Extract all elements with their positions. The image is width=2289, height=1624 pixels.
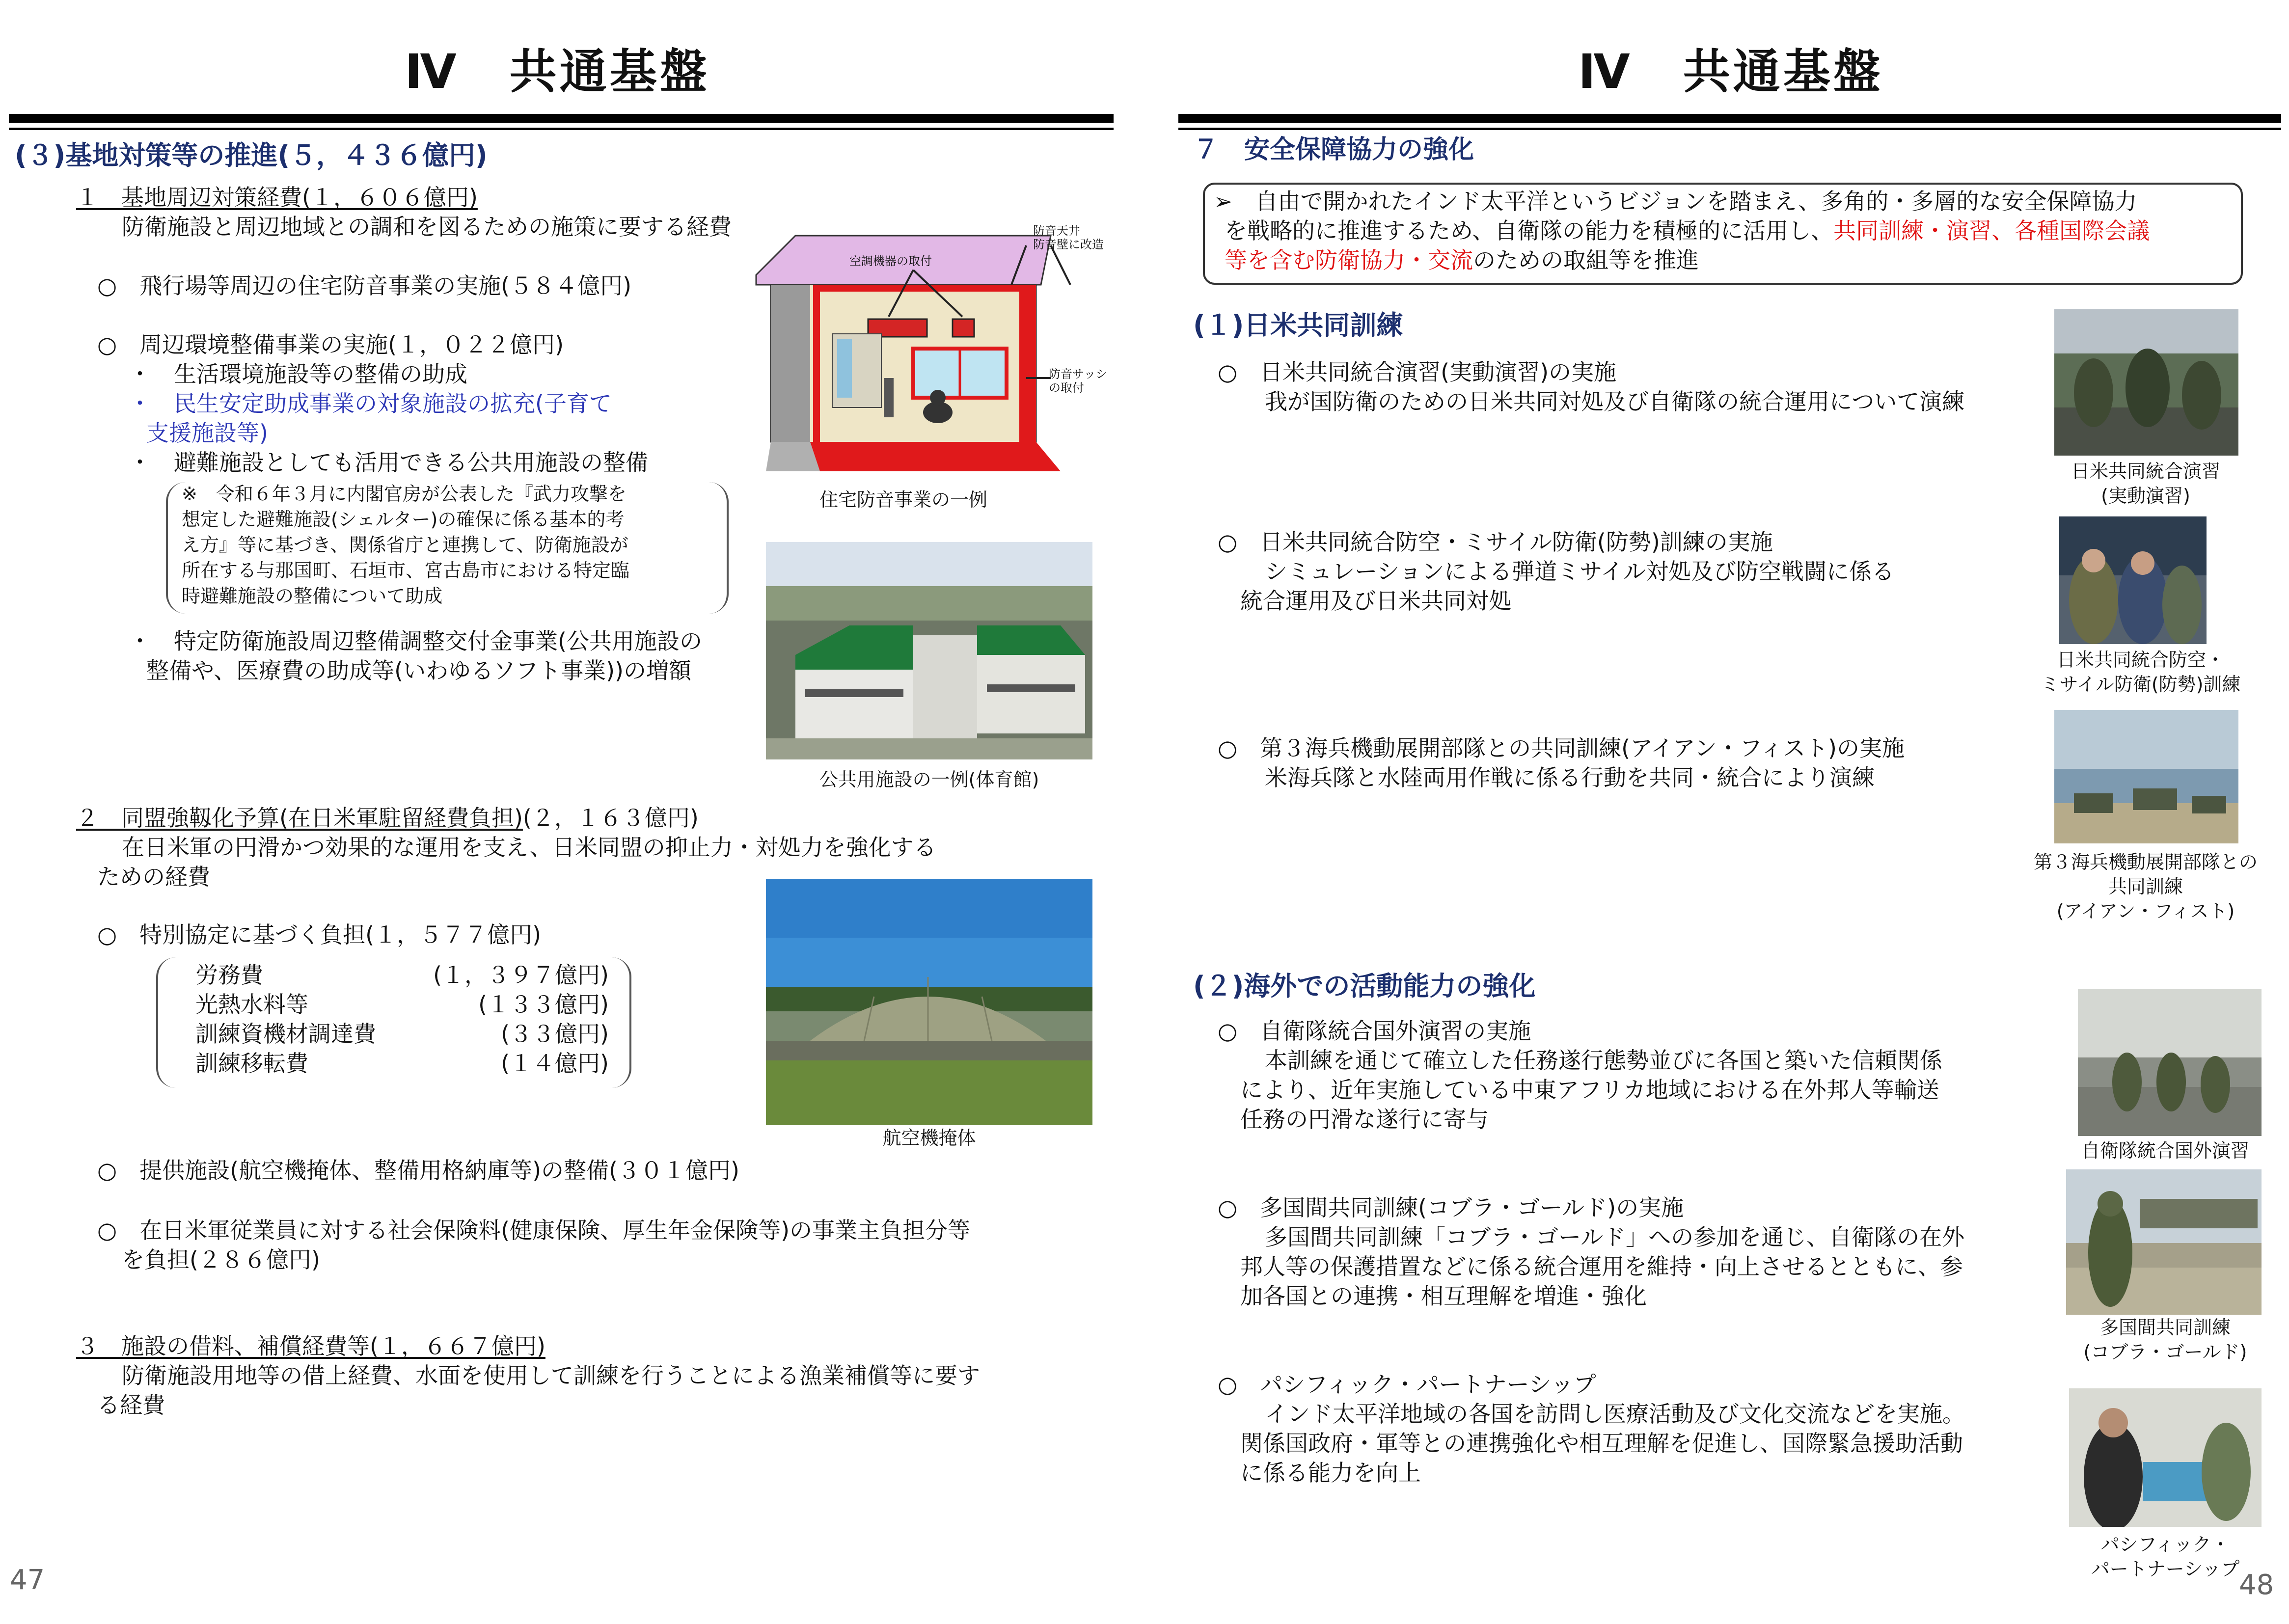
item2-bullet-facilities: ○ 提供施設(航空機掩体、整備用格納庫等)の整備(３０１億円)	[97, 1157, 739, 1184]
e3-title: ○ 第３海兵機動展開部隊との共同訓練(アイアン・フィスト)の実施	[1218, 735, 1905, 761]
box-line-3	[1225, 245, 1699, 275]
e6-title: ○ パシフィック・パートナーシップ	[1218, 1371, 1596, 1398]
right-title-rule	[1178, 114, 2281, 123]
item3-desc-1: 防衛施設用地等の借上経費、水面を使用して訓練を行うことによる漁業補償等に要す	[122, 1362, 980, 1389]
cost-name-utilities: 光熱水料等	[195, 991, 308, 1018]
gymnasium-caption: 公共用施設の一例(体育館)	[819, 769, 1039, 790]
e3-caption-1: 第３海兵機動展開部隊との	[2033, 851, 2258, 873]
item1-sub-expansion: ・ 民生安定助成事業の対象施設の拡充(子育て	[129, 390, 612, 417]
e2-caption-1: 日米共同統合防空・	[2056, 649, 2225, 671]
item2-bullet-insurance-a: ○ 在日米軍従業員に対する社会保険料(健康保険、厚生年金保険等)の事業主負担分等	[97, 1217, 971, 1244]
item2-desc-2: ための経費	[97, 864, 210, 890]
e2-desc-1: シミュレーションによる弾道ミサイル対処及び防空戦闘に係る	[1265, 558, 1895, 585]
left-section-heading: (３)基地対策等の推進(５，４３６億円)	[15, 140, 488, 171]
e3-desc: 米海兵隊と水陸両用作戦に係る行動を共同・統合により演練	[1265, 764, 1875, 791]
right-page-number: 48	[2239, 1569, 2274, 1601]
e1-title: ○ 日米共同統合演習(実動演習)の実施	[1218, 359, 1617, 385]
item3-heading: ３ 施設の借料、補償経費等(１，６６７億円)	[76, 1333, 545, 1359]
right-section-heading: ７ 安全保障協力の強化	[1193, 135, 1474, 164]
item2-bullet-special: ○ 特別協定に基づく負担(１，５７７億円)	[97, 921, 542, 948]
cost-name-relocation: 訓練移転費	[195, 1050, 308, 1077]
item1-bullet-environment: ○ 周辺環境整備事業の実施(１，０２２億円)	[97, 331, 564, 358]
item1-bullet-housing: ○ 飛行場等周辺の住宅防音事業の実施(５８４億円)	[97, 272, 632, 299]
right-page-title: Ⅳ 共通基盤	[1578, 44, 1883, 99]
box-line-2	[1225, 216, 2150, 245]
box-line-3-black: のための取組等を推進	[1473, 247, 1699, 273]
label-sash-2: の取付	[1049, 381, 1084, 395]
item1-sub-grant-b: 整備や、医療費の助成等(いわゆるソフト事業))の増額	[146, 657, 691, 684]
e5-title: ○ 多国間共同訓練(コブラ・ゴールド)の実施	[1218, 1194, 1684, 1221]
e6-caption-2: パートナーシップ	[2091, 1558, 2240, 1580]
e5-desc-3: 加各国との連携・相互理解を増進・強化	[1240, 1283, 1647, 1309]
item1-sub-grant-a: ・ 特定防衛施設周辺整備調整交付金事業(公共用施設の	[129, 628, 702, 654]
box-line-3-red: 等を含む防衛協力・交流	[1225, 247, 1473, 273]
e3-caption-2: 共同訓練	[2108, 876, 2183, 897]
e5-photo	[2066, 1169, 2262, 1315]
subsection-us-japan: (１)日米共同訓練	[1193, 310, 1403, 341]
aircraft-shelter-caption: 航空機掩体	[882, 1127, 976, 1149]
gymnasium-photo	[766, 542, 1092, 759]
cost-amount-utilities: (１３３億円)	[478, 991, 609, 1018]
e1-photo	[2054, 309, 2238, 456]
e6-photo	[2069, 1388, 2262, 1527]
item2-heading-underlined: ２ 同盟強靱化予算(在日米軍駐留経費負担)	[76, 805, 523, 831]
subsection-overseas: (２)海外での活動能力の強化	[1193, 971, 1536, 1001]
left-title-rule-thin	[9, 128, 1114, 130]
item2-heading	[76, 803, 699, 833]
e1-caption-1: 日米共同統合演習	[2071, 460, 2220, 482]
left-title-rule	[9, 114, 1114, 123]
e5-desc-2: 邦人等の保護措置などに係る統合運用を維持・向上させるとともに、参	[1240, 1253, 1963, 1280]
e2-title: ○ 日米共同統合防空・ミサイル防衛(防勢)訓練の実施	[1218, 529, 1773, 555]
item1-heading: １ 基地周辺対策経費(１，６０６億円)	[76, 184, 478, 211]
cost-amount-labor: (１，３９７億円)	[433, 962, 609, 988]
e2-desc-2: 統合運用及び日米共同対処	[1240, 588, 1511, 614]
cost-name-labor: 労務費	[195, 962, 263, 988]
item1-sub-public-facility: ・ 避難施設としても活用できる公共用施設の整備	[129, 449, 648, 476]
note-line-4: 所在する与那国町、石垣市、宮古島市における特定臨	[182, 560, 630, 581]
e2-caption-2: ミサイル防衛(防勢)訓練	[2041, 674, 2241, 695]
diagram-caption: 住宅防音事業の一例	[819, 489, 987, 511]
item1-sub-expansion-cont: 支援施設等)	[146, 420, 268, 446]
box-line-2-black: を戦略的に推進するため、自衛隊の能力を積極的に活用し、	[1225, 217, 1834, 244]
left-page-number: 47	[10, 1564, 45, 1596]
aircraft-shelter-photo	[766, 879, 1092, 1125]
label-ceiling-2: 防音壁に改造	[1033, 238, 1104, 251]
e4-photo	[2078, 989, 2262, 1136]
e5-caption-2: (コブラ・ゴールド)	[2083, 1341, 2247, 1363]
note-line-2: 想定した避難施設(シェルター)の確保に係る基本的考	[182, 509, 625, 530]
label-ceiling-1: 防音天井	[1033, 224, 1080, 238]
e2-photo	[2059, 516, 2207, 644]
e4-desc-2: により、近年実施している中東アフリカ地域における在外邦人等輸送	[1240, 1077, 1939, 1103]
e4-title: ○ 自衛隊統合国外演習の実施	[1218, 1018, 1531, 1044]
e6-desc-3: に係る能力を向上	[1240, 1460, 1421, 1486]
item3-desc-2: る経費	[97, 1392, 165, 1418]
item2-heading-amount: (２，１６３億円)	[522, 805, 699, 831]
e4-desc-1: 本訓練を通じて確立した任務遂行態勢並びに各国と築いた信頼関係	[1265, 1047, 1942, 1074]
e1-desc: 我が国防衛のための日米共同対処及び自衛隊の統合運用について演練	[1265, 388, 1965, 415]
item1-sub-living: ・ 生活環境施設等の整備の助成	[129, 361, 467, 387]
note-line-1: ※ 令和６年３月に内閣官房が公表した『武力攻撃を	[182, 483, 627, 505]
left-page-title: Ⅳ 共通基盤	[405, 44, 710, 99]
e6-desc-1: インド太平洋地域の各国を訪問し医療活動及び文化交流などを実施。	[1265, 1401, 1965, 1427]
cost-amount-relocation: (１４億円)	[501, 1050, 609, 1077]
right-title-rule-thin	[1178, 128, 2281, 130]
cost-amount-equipment: (３３億円)	[501, 1021, 609, 1047]
e1-caption-2: (実動演習)	[2101, 485, 2190, 507]
e5-caption-1: 多国間共同訓練	[2099, 1317, 2231, 1338]
soundproof-house-diagram	[736, 216, 1119, 491]
label-sash-1: 防音サッシ	[1049, 367, 1108, 381]
note-line-5: 時避難施設の整備について助成	[182, 585, 443, 607]
e5-desc-1: 多国間共同訓練「コブラ・ゴールド」への参加を通じ、自衛隊の在外	[1265, 1224, 1965, 1250]
e4-caption: 自衛隊統合国外演習	[2081, 1140, 2249, 1162]
e3-caption-3: (アイアン・フィスト)	[2056, 900, 2235, 922]
e4-desc-3: 任務の円滑な遂行に寄与	[1240, 1106, 1489, 1133]
e6-desc-2: 関係国政府・軍等との連携強化や相互理解を促進し、国際緊急援助活動	[1240, 1430, 1963, 1457]
note-line-3: え方』等に基づき、関係省庁と連携して、防衛施設が	[182, 534, 628, 556]
item1-description: 防衛施設と周辺地域との調和を図るための施策に要する経費	[122, 214, 732, 240]
e6-caption-1: パシフィック・	[2100, 1534, 2230, 1555]
label-aircon: 空調機器の取付	[849, 254, 932, 268]
item2-desc-1: 在日米軍の円滑かつ効果的な運用を支え、日米同盟の抑止力・対処力を強化する	[122, 834, 936, 861]
box-line-1: ➢ 自由で開かれたインド太平洋というビジョンを踏まえ、多角的・多層的な安全保障協力	[1214, 188, 2137, 215]
cost-name-equipment: 訓練資機材調達費	[195, 1021, 376, 1047]
item2-bullet-insurance-b: を負担(２８６億円)	[122, 1246, 320, 1273]
box-line-2-red: 共同訓練・演習、各種国際会議	[1833, 217, 2150, 244]
e3-photo	[2054, 710, 2238, 843]
